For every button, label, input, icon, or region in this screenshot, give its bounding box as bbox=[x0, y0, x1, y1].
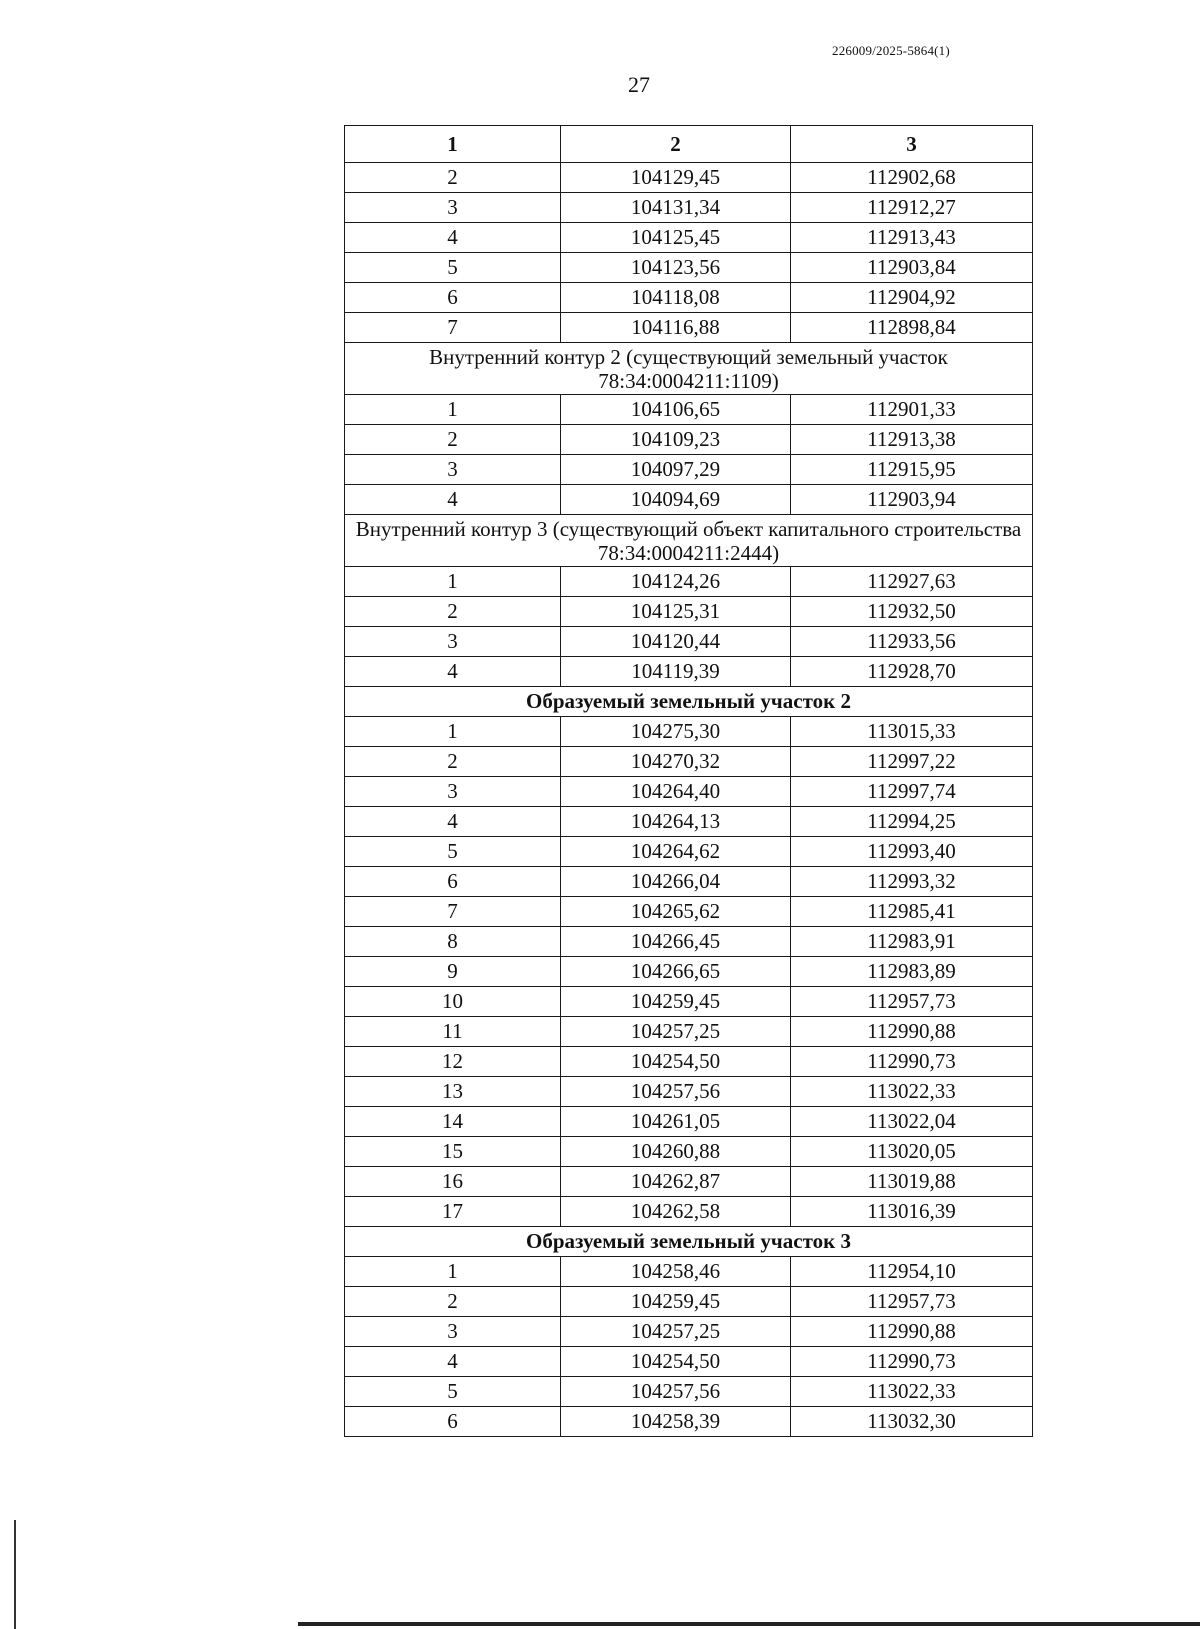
point-number-cell: 1 bbox=[345, 1257, 561, 1287]
point-number-cell: 13 bbox=[345, 1077, 561, 1107]
table-row bbox=[345, 193, 1033, 223]
point-number-cell: 14 bbox=[345, 1107, 561, 1137]
point-number-cell: 2 bbox=[345, 163, 561, 193]
x-coordinate-cell: 104123,56 bbox=[561, 253, 791, 283]
section-title: Внутренний контур 2 (существующий земельный участок 78:34:0004211:1109) bbox=[345, 343, 1033, 395]
y-coordinate-cell: 112983,91 bbox=[791, 927, 1033, 957]
table-row bbox=[345, 1047, 1033, 1077]
x-coordinate-cell: 104266,45 bbox=[561, 927, 791, 957]
x-coordinate-cell: 104262,87 bbox=[561, 1167, 791, 1197]
y-coordinate-cell: 112902,68 bbox=[791, 163, 1033, 193]
y-coordinate-cell: 112903,94 bbox=[791, 485, 1033, 515]
table-row bbox=[345, 777, 1033, 807]
point-number-cell: 4 bbox=[345, 223, 561, 253]
y-coordinate-cell: 112994,25 bbox=[791, 807, 1033, 837]
point-number-cell: 1 bbox=[345, 717, 561, 747]
table-row bbox=[345, 717, 1033, 747]
point-number-cell: 2 bbox=[345, 1287, 561, 1317]
x-coordinate-cell: 104275,30 bbox=[561, 717, 791, 747]
y-coordinate-cell: 112954,10 bbox=[791, 1257, 1033, 1287]
table-row bbox=[345, 1107, 1033, 1137]
column-header-x: 2 bbox=[561, 126, 791, 163]
table-row bbox=[345, 223, 1033, 253]
table-row bbox=[345, 957, 1033, 987]
section-title-row bbox=[345, 343, 1033, 395]
point-number-cell: 7 bbox=[345, 313, 561, 343]
x-coordinate-cell: 104259,45 bbox=[561, 1287, 791, 1317]
y-coordinate-cell: 112985,41 bbox=[791, 897, 1033, 927]
point-number-cell: 2 bbox=[345, 747, 561, 777]
y-coordinate-cell: 113022,33 bbox=[791, 1077, 1033, 1107]
table-row bbox=[345, 1287, 1033, 1317]
table-row bbox=[345, 485, 1033, 515]
x-coordinate-cell: 104254,50 bbox=[561, 1047, 791, 1077]
table-row bbox=[345, 807, 1033, 837]
point-number-cell: 2 bbox=[345, 597, 561, 627]
y-coordinate-cell: 112933,56 bbox=[791, 627, 1033, 657]
point-number-cell: 16 bbox=[345, 1167, 561, 1197]
y-coordinate-cell: 112901,33 bbox=[791, 395, 1033, 425]
section-title: Образуемый земельный участок 3 bbox=[345, 1227, 1033, 1257]
scan-edge-mark bbox=[14, 1520, 16, 1629]
table-row bbox=[345, 657, 1033, 687]
x-coordinate-cell: 104258,46 bbox=[561, 1257, 791, 1287]
table-row bbox=[345, 253, 1033, 283]
y-coordinate-cell: 113022,04 bbox=[791, 1107, 1033, 1137]
x-coordinate-cell: 104257,56 bbox=[561, 1077, 791, 1107]
point-number-cell: 3 bbox=[345, 455, 561, 485]
y-coordinate-cell: 112990,73 bbox=[791, 1047, 1033, 1077]
y-coordinate-cell: 113032,30 bbox=[791, 1407, 1033, 1437]
x-coordinate-cell: 104116,88 bbox=[561, 313, 791, 343]
point-number-cell: 3 bbox=[345, 193, 561, 223]
document-id: 226009/2025-5864(1) bbox=[832, 43, 950, 58]
y-coordinate-cell: 112990,73 bbox=[791, 1347, 1033, 1377]
table-row bbox=[345, 837, 1033, 867]
table-row bbox=[345, 867, 1033, 897]
page-number: 27 bbox=[628, 72, 650, 97]
table-header-row bbox=[345, 126, 1033, 163]
y-coordinate-cell: 112957,73 bbox=[791, 987, 1033, 1017]
point-number-cell: 4 bbox=[345, 807, 561, 837]
column-header-y: 3 bbox=[791, 126, 1033, 163]
y-coordinate-cell: 112912,27 bbox=[791, 193, 1033, 223]
x-coordinate-cell: 104264,40 bbox=[561, 777, 791, 807]
x-coordinate-cell: 104259,45 bbox=[561, 987, 791, 1017]
section-title: Образуемый земельный участок 2 bbox=[345, 687, 1033, 717]
point-number-cell: 15 bbox=[345, 1137, 561, 1167]
y-coordinate-cell: 112913,43 bbox=[791, 223, 1033, 253]
point-number-cell: 4 bbox=[345, 485, 561, 515]
column-header-point: 1 bbox=[345, 126, 561, 163]
point-number-cell: 5 bbox=[345, 837, 561, 867]
point-number-cell: 6 bbox=[345, 1407, 561, 1437]
x-coordinate-cell: 104119,39 bbox=[561, 657, 791, 687]
x-coordinate-cell: 104262,58 bbox=[561, 1197, 791, 1227]
point-number-cell: 10 bbox=[345, 987, 561, 1017]
x-coordinate-cell: 104266,04 bbox=[561, 867, 791, 897]
table-row bbox=[345, 1137, 1033, 1167]
y-coordinate-cell: 112904,92 bbox=[791, 283, 1033, 313]
x-coordinate-cell: 104265,62 bbox=[561, 897, 791, 927]
table-row bbox=[345, 567, 1033, 597]
y-coordinate-cell: 112997,22 bbox=[791, 747, 1033, 777]
y-coordinate-cell: 113020,05 bbox=[791, 1137, 1033, 1167]
point-number-cell: 3 bbox=[345, 627, 561, 657]
x-coordinate-cell: 104120,44 bbox=[561, 627, 791, 657]
table-row bbox=[345, 927, 1033, 957]
y-coordinate-cell: 112990,88 bbox=[791, 1317, 1033, 1347]
x-coordinate-cell: 104097,29 bbox=[561, 455, 791, 485]
table-row bbox=[345, 1347, 1033, 1377]
point-number-cell: 5 bbox=[345, 1377, 561, 1407]
section-title: Внутренний контур 3 (существующий объект капитального строительства 78:34:0004211:2444) bbox=[345, 515, 1033, 567]
y-coordinate-cell: 112993,32 bbox=[791, 867, 1033, 897]
point-number-cell: 5 bbox=[345, 253, 561, 283]
table-row bbox=[345, 1407, 1033, 1437]
x-coordinate-cell: 104254,50 bbox=[561, 1347, 791, 1377]
y-coordinate-cell: 112983,89 bbox=[791, 957, 1033, 987]
x-coordinate-cell: 104264,13 bbox=[561, 807, 791, 837]
point-number-cell: 3 bbox=[345, 777, 561, 807]
table-row bbox=[345, 987, 1033, 1017]
table-row bbox=[345, 455, 1033, 485]
y-coordinate-cell: 112990,88 bbox=[791, 1017, 1033, 1047]
x-coordinate-cell: 104261,05 bbox=[561, 1107, 791, 1137]
point-number-cell: 4 bbox=[345, 1347, 561, 1377]
table-row bbox=[345, 747, 1033, 777]
scan-border-line bbox=[298, 1622, 1200, 1626]
x-coordinate-cell: 104266,65 bbox=[561, 957, 791, 987]
point-number-cell: 1 bbox=[345, 395, 561, 425]
table-row bbox=[345, 425, 1033, 455]
point-number-cell: 9 bbox=[345, 957, 561, 987]
point-number-cell: 8 bbox=[345, 927, 561, 957]
table-row bbox=[345, 597, 1033, 627]
y-coordinate-cell: 112913,38 bbox=[791, 425, 1033, 455]
table-row bbox=[345, 283, 1033, 313]
y-coordinate-cell: 112932,50 bbox=[791, 597, 1033, 627]
table-row bbox=[345, 897, 1033, 927]
y-coordinate-cell: 112993,40 bbox=[791, 837, 1033, 867]
y-coordinate-cell: 113019,88 bbox=[791, 1167, 1033, 1197]
x-coordinate-cell: 104264,62 bbox=[561, 837, 791, 867]
table-row bbox=[345, 1017, 1033, 1047]
x-coordinate-cell: 104094,69 bbox=[561, 485, 791, 515]
x-coordinate-cell: 104109,23 bbox=[561, 425, 791, 455]
y-coordinate-cell: 113022,33 bbox=[791, 1377, 1033, 1407]
x-coordinate-cell: 104257,25 bbox=[561, 1317, 791, 1347]
x-coordinate-cell: 104125,31 bbox=[561, 597, 791, 627]
x-coordinate-cell: 104270,32 bbox=[561, 747, 791, 777]
y-coordinate-cell: 113016,39 bbox=[791, 1197, 1033, 1227]
table-row bbox=[345, 1317, 1033, 1347]
x-coordinate-cell: 104129,45 bbox=[561, 163, 791, 193]
table-row bbox=[345, 1377, 1033, 1407]
section-title-row bbox=[345, 687, 1033, 717]
point-number-cell: 12 bbox=[345, 1047, 561, 1077]
table-row bbox=[345, 1197, 1033, 1227]
x-coordinate-cell: 104131,34 bbox=[561, 193, 791, 223]
y-coordinate-cell: 112898,84 bbox=[791, 313, 1033, 343]
point-number-cell: 4 bbox=[345, 657, 561, 687]
table-row bbox=[345, 1257, 1033, 1287]
point-number-cell: 3 bbox=[345, 1317, 561, 1347]
point-number-cell: 6 bbox=[345, 867, 561, 897]
x-coordinate-cell: 104257,56 bbox=[561, 1377, 791, 1407]
table-body bbox=[345, 163, 1033, 1437]
y-coordinate-cell: 112997,74 bbox=[791, 777, 1033, 807]
point-number-cell: 2 bbox=[345, 425, 561, 455]
x-coordinate-cell: 104125,45 bbox=[561, 223, 791, 253]
table-row bbox=[345, 313, 1033, 343]
x-coordinate-cell: 104124,26 bbox=[561, 567, 791, 597]
section-title-row bbox=[345, 515, 1033, 567]
x-coordinate-cell: 104260,88 bbox=[561, 1137, 791, 1167]
x-coordinate-cell: 104118,08 bbox=[561, 283, 791, 313]
point-number-cell: 11 bbox=[345, 1017, 561, 1047]
y-coordinate-cell: 112915,95 bbox=[791, 455, 1033, 485]
table-row bbox=[345, 395, 1033, 425]
y-coordinate-cell: 112928,70 bbox=[791, 657, 1033, 687]
y-coordinate-cell: 113015,33 bbox=[791, 717, 1033, 747]
y-coordinate-cell: 112927,63 bbox=[791, 567, 1033, 597]
x-coordinate-cell: 104106,65 bbox=[561, 395, 791, 425]
point-number-cell: 1 bbox=[345, 567, 561, 597]
x-coordinate-cell: 104257,25 bbox=[561, 1017, 791, 1047]
coordinates-table bbox=[344, 125, 1033, 1437]
section-title-row bbox=[345, 1227, 1033, 1257]
table-row bbox=[345, 627, 1033, 657]
point-number-cell: 6 bbox=[345, 283, 561, 313]
table-row bbox=[345, 1167, 1033, 1197]
table-row bbox=[345, 1077, 1033, 1107]
x-coordinate-cell: 104258,39 bbox=[561, 1407, 791, 1437]
y-coordinate-cell: 112957,73 bbox=[791, 1287, 1033, 1317]
y-coordinate-cell: 112903,84 bbox=[791, 253, 1033, 283]
table-row bbox=[345, 163, 1033, 193]
point-number-cell: 17 bbox=[345, 1197, 561, 1227]
point-number-cell: 7 bbox=[345, 897, 561, 927]
